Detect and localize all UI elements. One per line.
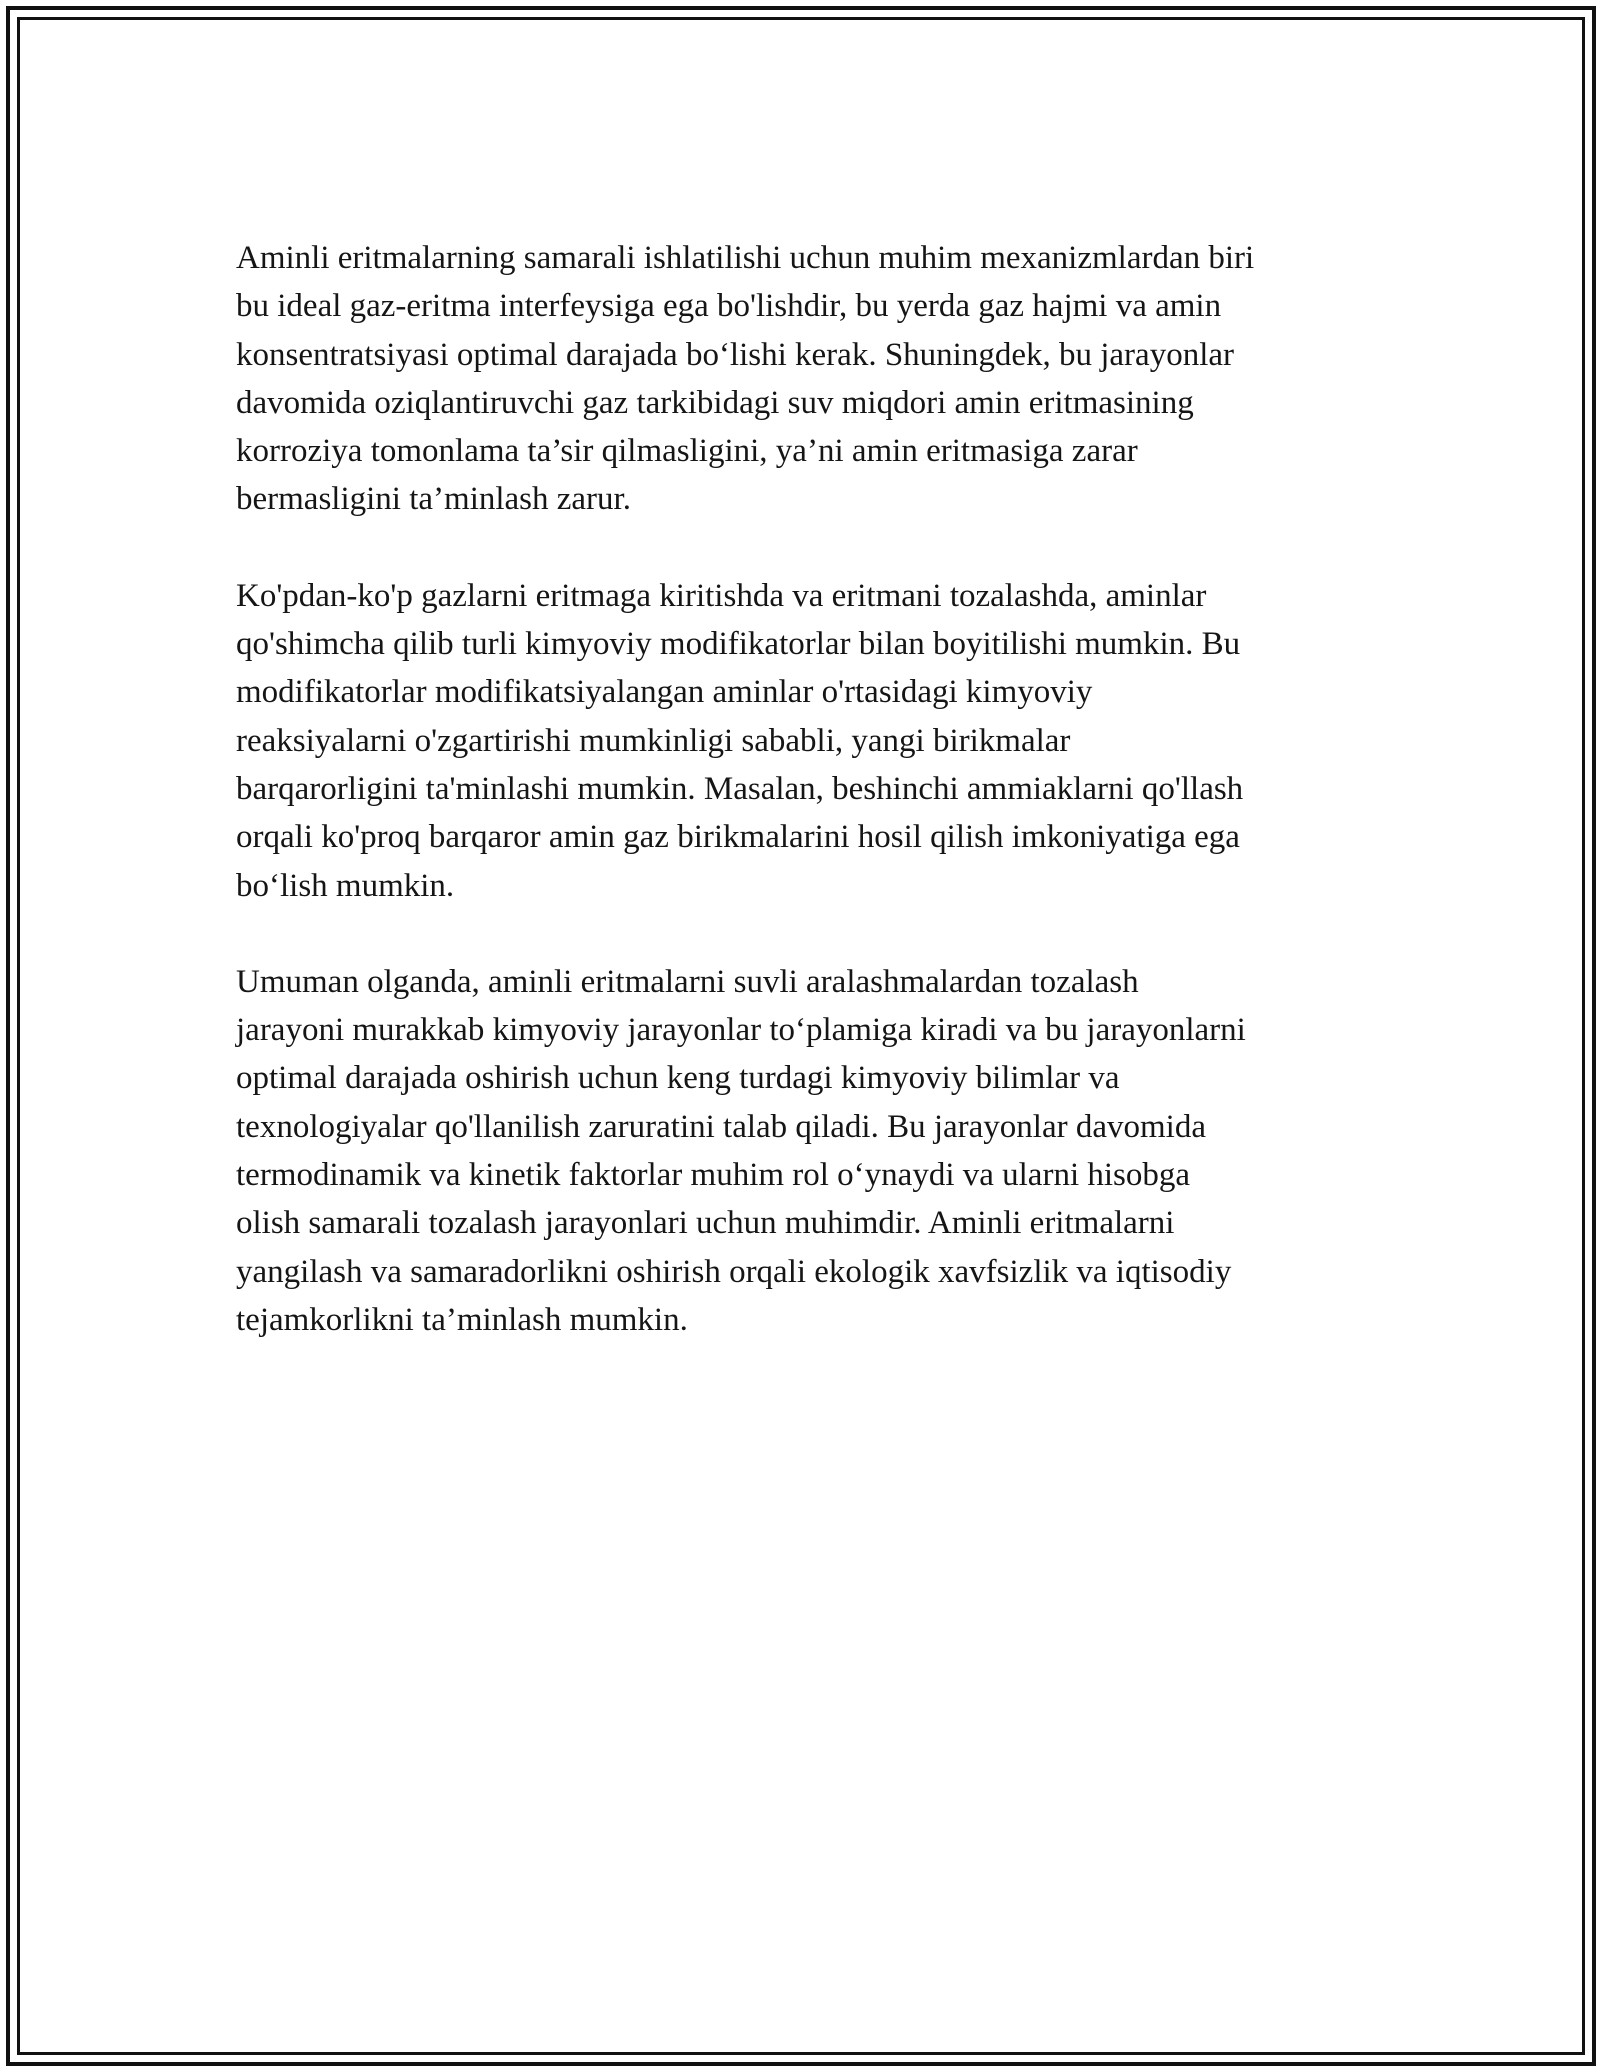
text-line: yangilash va samaradorlikni oshirish orqali ekologik xavfsizlik va iqtisodiy — [236, 1253, 1232, 1290]
text-line: jarayoni murakkab kimyoviy jarayonlar to‘plamiga kiradi va bu jarayonlarni — [236, 1012, 1246, 1049]
paragraph-1 — [236, 234, 1386, 524]
paragraph-3 — [236, 958, 1386, 1344]
text-line: bermasligini ta’minlash zarur. — [236, 481, 631, 518]
text-line: optimal darajada oshirish uchun keng turdagi kimyoviy bilimlar va — [236, 1060, 1120, 1097]
text-line: reaksiyalarni o'zgartirishi mumkinligi sababli, yangi birikmalar — [236, 722, 1071, 759]
text-line: Aminli eritmalarning samarali ishlatilishi uchun muhim mexanizmlardan biri — [236, 240, 1255, 276]
text-line: tejamkorlikni ta’minlash mumkin. — [236, 1301, 688, 1338]
text-line: konsentratsiyasi optimal darajada bo‘lishi kerak. Shuningdek, bu jarayonlar — [236, 336, 1234, 373]
text-line: barqarorligini ta'minlashi mumkin. Masalan, beshinchi ammiaklarni qo'llash — [236, 770, 1244, 807]
text-line: bo‘lish mumkin. — [236, 867, 455, 904]
text-line: qo'shimcha qilib turli kimyoviy modifikatorlar bilan boyitilishi mumkin. Bu — [236, 626, 1241, 663]
text-line: korroziya tomonlama ta’sir qilmasligini, ya’ni amin eritmasiga zarar — [236, 433, 1138, 470]
text-line: Umuman olganda, aminli eritmalarni suvli aralashmalardan tozalash — [236, 963, 1139, 1000]
paragraph-2 — [236, 572, 1386, 910]
text-line: orqali ko'proq barqaror amin gaz birikmalarini hosil qilish imkoniyatiga ega — [236, 819, 1240, 856]
text-line: olish samarali tozalash jarayonlari uchun muhimdir. Aminli eritmalarni — [236, 1205, 1175, 1242]
text-line: modifikatorlar modifikatsiyalangan aminlar o'rtasidagi kimyoviy — [236, 674, 1093, 711]
text-line: termodinamik va kinetik faktorlar muhim rol o‘ynaydi va ularni hisobga — [236, 1157, 1191, 1194]
text-line: davomida oziqlantiruvchi gaz tarkibidagi suv miqdori amin eritmasining — [236, 384, 1194, 421]
text-line: texnologiyalar qo'llanilish zaruratini talab qiladi. Bu jarayonlar davomida — [236, 1108, 1206, 1145]
document-body — [236, 234, 1386, 1392]
text-line: bu ideal gaz-eritma interfeysiga ega bo'lishdir, bu yerda gaz hajmi va amin — [236, 288, 1222, 325]
text-line: Ko'pdan-ko'p gazlarni eritmaga kiritishda va eritmani tozalashda, aminlar — [236, 577, 1207, 614]
